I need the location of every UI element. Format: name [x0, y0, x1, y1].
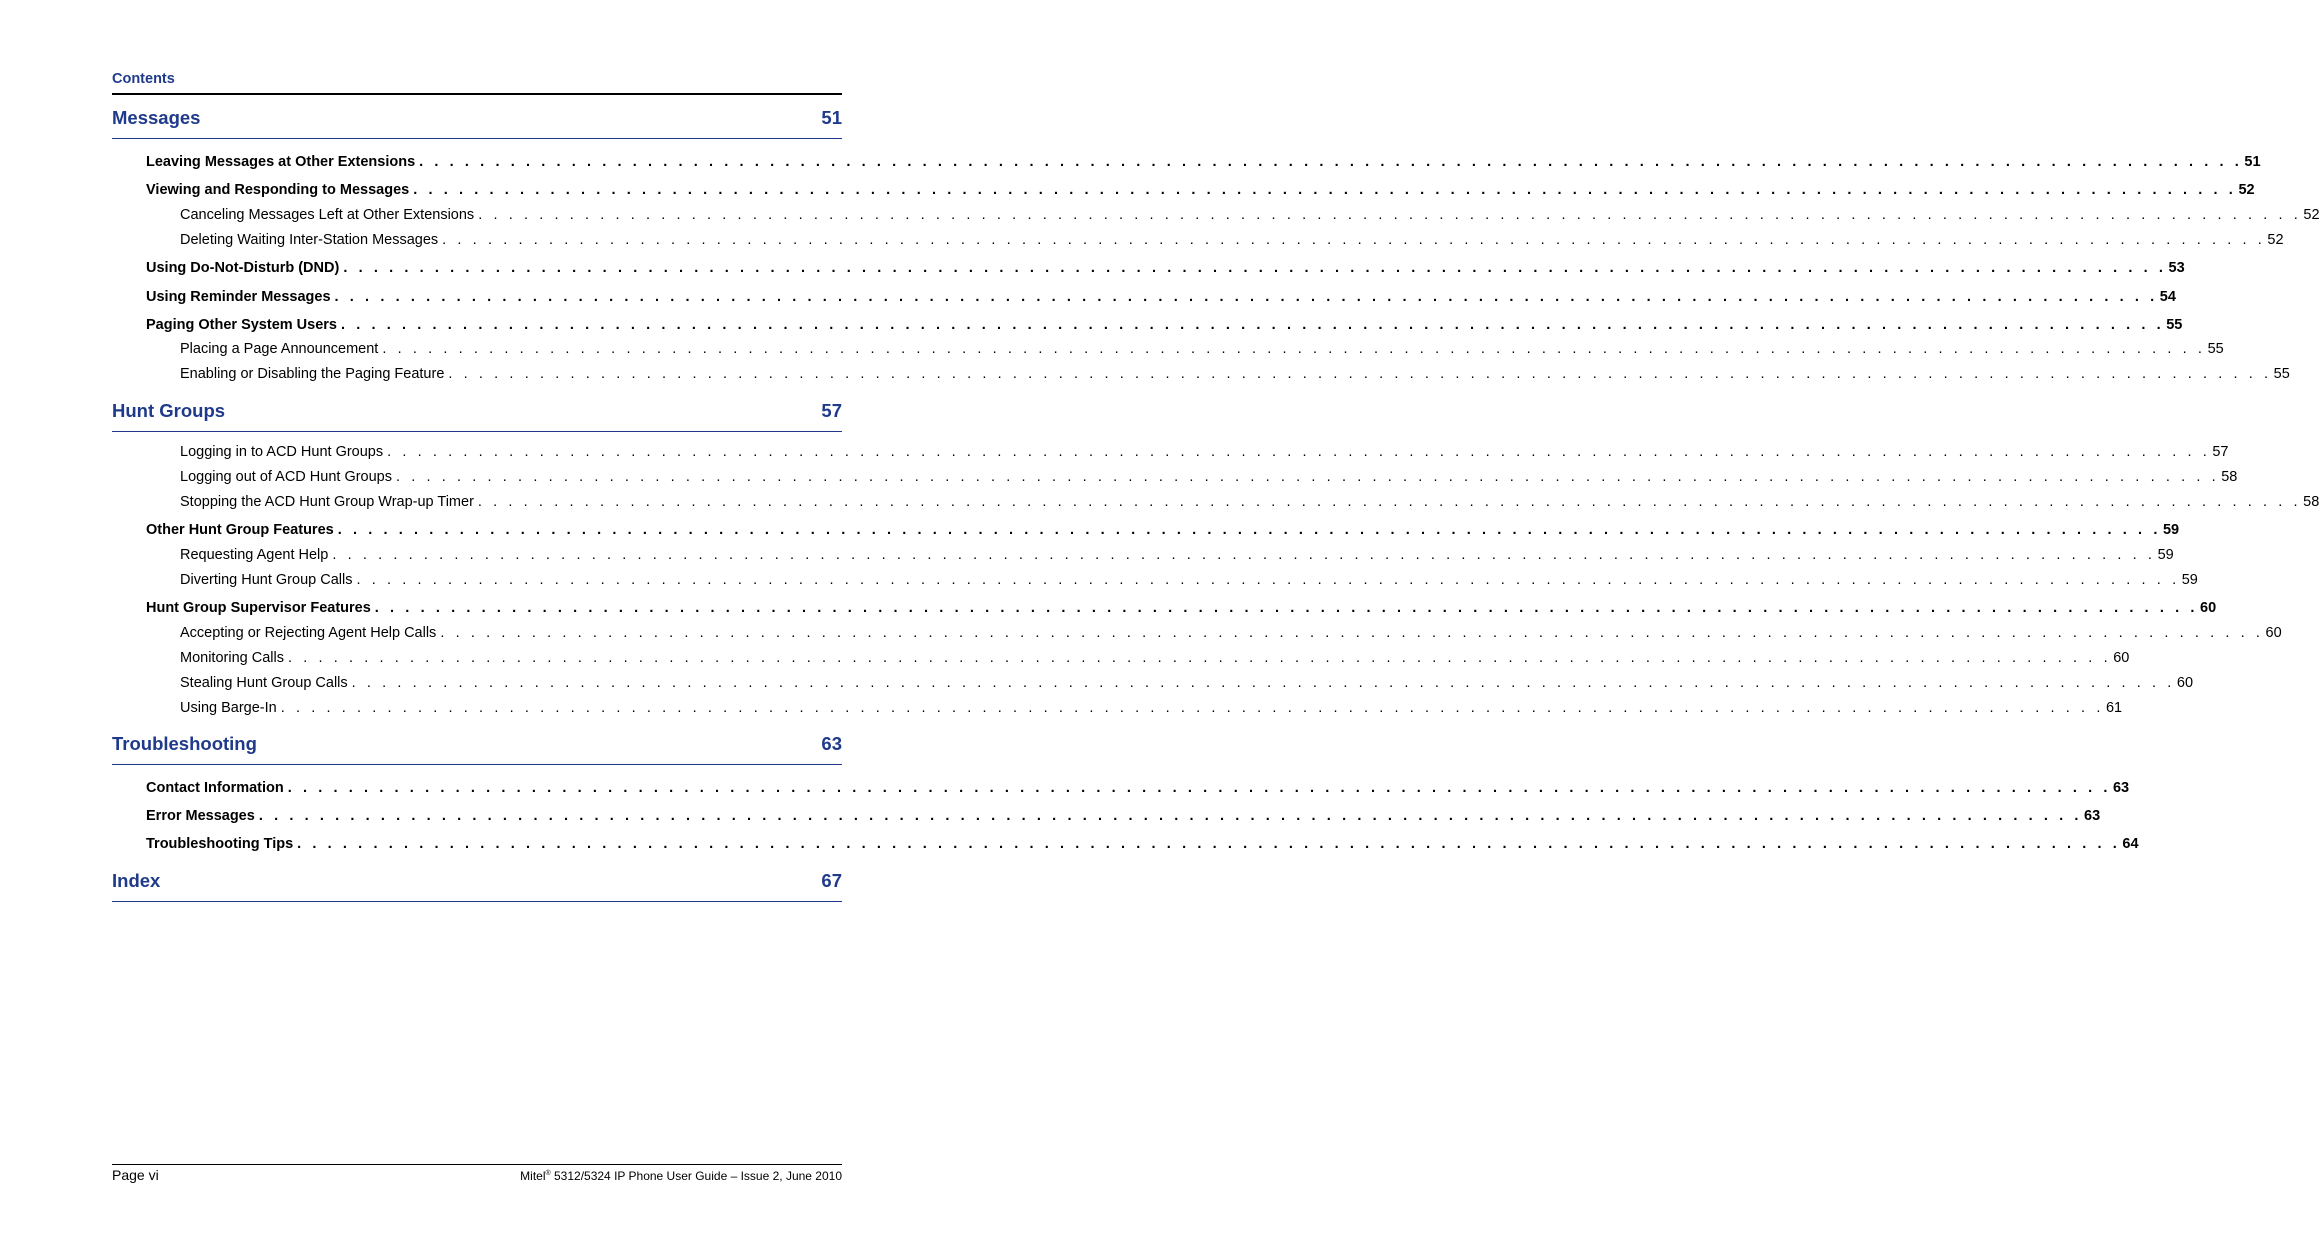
toc-entry-page: 52 — [2238, 182, 2255, 198]
dot-leader: . . . . . . . . . . . . . . . . . . . . . . . . . . . . . . . . . . . . . . . . . . . . . . . . . . . . . . . . . . . . . . . . . . . . . . . . . . . . . . . . . . . . . . . . . . . . . . . . . . . . . . . . . . . . . . . . . . . . . . . . — [448, 366, 2272, 382]
toc-entry[interactable] — [146, 152, 2261, 172]
toc-entry-page: 60 — [2200, 600, 2217, 616]
toc-entry-title: Placing a Page Announcement — [180, 341, 379, 357]
dot-leader: . . . . . . . . . . . . . . . . . . . . . . . . . . . . . . . . . . . . . . . . . . . . . . . . . . . . . . . . . . . . . . . . . . . . . . . . . . . . . . . . . . . . . . . . . . . . . . . . . . . . . . . . . . . . . . . . . . . . . . . . — [387, 444, 2211, 460]
toc-entry[interactable] — [146, 520, 2180, 540]
toc-entry-title: Using Do-Not-Disturb (DND) — [146, 260, 340, 276]
toc-entry[interactable] — [180, 364, 2290, 384]
toc-entry-page: 55 — [2207, 341, 2224, 357]
dot-leader: . . . . . . . . . . . . . . . . . . . . . . . . . . . . . . . . . . . . . . . . . . . . . . . . . . . . . . . . . . . . . . . . . . . . . . . . . . . . . . . . . . . . . . . . . . . . . . . . . . . . . . . . . . . . . . . . . . . . . . . . — [419, 154, 2243, 170]
section-title[interactable]: Hunt Groups — [112, 400, 226, 421]
toc-entry[interactable] — [146, 180, 2255, 200]
section-page-number[interactable]: 63 — [821, 733, 842, 754]
section-page-number[interactable]: 67 — [821, 870, 842, 891]
toc-entry[interactable] — [146, 778, 2130, 798]
toc-entry-page: 59 — [2162, 522, 2180, 538]
section-rule — [112, 764, 842, 765]
toc-entry-title: Leaving Messages at Other Extensions — [146, 154, 416, 170]
toc-entry-title: Deleting Waiting Inter-Station Messages — [180, 232, 439, 248]
toc-entry[interactable] — [180, 545, 2174, 565]
toc-entry-title: Error Messages — [146, 808, 255, 824]
toc-entry-page: 63 — [2112, 780, 2130, 796]
dot-leader: . . . . . . . . . . . . . . . . . . . . . . . . . . . . . . . . . . . . . . . . . . . . . . . . . . . . . . . . . . . . . . . . . . . . . . . . . . . . . . . . . . . . . . . . . . . . . . . . . . . . . . . . . . . . . . . . . . . . . . . . — [297, 836, 2121, 852]
dot-leader: . . . . . . . . . . . . . . . . . . . . . . . . . . . . . . . . . . . . . . . . . . . . . . . . . . . . . . . . . . . . . . . . . . . . . . . . . . . . . . . . . . . . . . . . . . . . . . . . . . . . . . . . . . . . . . . . . . . . . . . . — [413, 182, 2237, 198]
dot-leader: . . . . . . . . . . . . . . . . . . . . . . . . . . . . . . . . . . . . . . . . . . . . . . . . . . . . . . . . . . . . . . . . . . . . . . . . . . . . . . . . . . . . . . . . . . . . . . . . . . . . . . . . . . . . . . . . . . . . . . . . — [351, 675, 2175, 691]
toc-entry-page: 51 — [2244, 154, 2261, 170]
header-rule — [112, 93, 842, 95]
dot-leader: . . . . . . . . . . . . . . . . . . . . . . . . . . . . . . . . . . . . . . . . . . . . . . . . . . . . . . . . . . . . . . . . . . . . . . . . . . . . . . . . . . . . . . . . . . . . . . . . . . . . . . . . . . . . . . . . . . . . . . . . — [356, 572, 2180, 588]
toc-entry[interactable] — [146, 806, 2101, 826]
toc-entry[interactable] — [180, 648, 2130, 668]
dot-leader: . . . . . . . . . . . . . . . . . . . . . . . . . . . . . . . . . . . . . . . . . . . . . . . . . . . . . . . . . . . . . . . . . . . . . . . . . . . . . . . . . . . . . . . . . . . . . . . . . . . . . . . . . . . . . . . . . . . . . . . . — [382, 341, 2206, 357]
section-rule — [112, 431, 842, 432]
toc-entry[interactable] — [146, 834, 2139, 854]
toc-entry-title: Accepting or Rejecting Agent Help Calls — [180, 625, 437, 641]
toc-entry-title: Requesting Agent Help — [180, 547, 329, 563]
toc-entry-page: 60 — [2113, 650, 2130, 666]
section-rule — [112, 138, 842, 139]
dot-leader: . . . . . . . . . . . . . . . . . . . . . . . . . . . . . . . . . . . . . . . . . . . . . . . . . . . . . . . . . . . . . . . . . . . . . . . . . . . . . . . . . . . . . . . . . . . . . . . . . . . . . . . . . . . . . . . . . . . . . . . . — [258, 808, 2083, 824]
section-title[interactable]: Index — [112, 870, 161, 891]
dot-leader: . . . . . . . . . . . . . . . . . . . . . . . . . . . . . . . . . . . . . . . . . . . . . . . . . . . . . . . . . . . . . . . . . . . . . . . . . . . . . . . . . . . . . . . . . . . . . . . . . . . . . . . . . . . . . . . . . . . . . . . . — [478, 207, 2302, 223]
toc-entry-page: 60 — [2265, 625, 2282, 641]
toc-entry[interactable] — [180, 673, 2194, 693]
toc-entry-page: 60 — [2176, 675, 2194, 691]
toc-entry-title: Paging Other System Users — [146, 317, 337, 333]
toc-entry-page: 55 — [2166, 317, 2183, 333]
section-rule — [112, 901, 842, 902]
toc-entry[interactable] — [146, 315, 2183, 335]
toc-entry-title: Troubleshooting Tips — [146, 836, 294, 852]
registered-mark: ® — [545, 1170, 551, 1177]
toc-entry-title: Canceling Messages Left at Other Extensions — [180, 207, 475, 223]
running-header: Contents — [112, 71, 175, 87]
section-title[interactable]: Messages — [112, 107, 201, 128]
footer-rule — [112, 1164, 842, 1165]
dot-leader: . . . . . . . . . . . . . . . . . . . . . . . . . . . . . . . . . . . . . . . . . . . . . . . . . . . . . . . . . . . . . . . . . . . . . . . . . . . . . . . . . . . . . . . . . . . . . . . . . . . . . . . . . . . . . . . . . . . . . . . . — [287, 650, 2112, 666]
page-number: Page vi — [112, 1167, 159, 1183]
toc-entry-page: 54 — [2159, 289, 2176, 305]
toc-entry-title: Logging out of ACD Hunt Groups — [180, 469, 392, 485]
toc-entry-page: 53 — [2168, 260, 2185, 276]
toc-entry-title: Diverting Hunt Group Calls — [180, 572, 353, 588]
toc-entry-page: 59 — [2157, 547, 2174, 563]
toc-entry-page: 64 — [2122, 836, 2139, 852]
section-page-number[interactable]: 57 — [821, 400, 842, 421]
guide-title: 5312/5324 IP Phone User Guide – Issue 2, June 2010 — [550, 1169, 842, 1183]
toc-entry-page: 63 — [2084, 808, 2101, 824]
dot-leader: . . . . . . . . . . . . . . . . . . . . . . . . . . . . . . . . . . . . . . . . . . . . . . . . . . . . . . . . . . . . . . . . . . . . . . . . . . . . . . . . . . . . . . . . . . . . . . . . . . . . . . . . . . . . . . . . . . . . . . . . — [477, 494, 2302, 510]
toc-entry-title: Monitoring Calls — [180, 650, 284, 666]
section-page-number[interactable]: 51 — [821, 107, 842, 128]
toc-entry[interactable] — [180, 570, 2198, 590]
toc-entry-page: 55 — [2273, 366, 2290, 382]
toc-entry-title: Logging in to ACD Hunt Groups — [180, 444, 384, 460]
toc-entry-title: Other Hunt Group Features — [146, 522, 334, 538]
dot-leader: . . . . . . . . . . . . . . . . . . . . . . . . . . . . . . . . . . . . . . . . . . . . . . . . . . . . . . . . . . . . . . . . . . . . . . . . . . . . . . . . . . . . . . . . . . . . . . . . . . . . . . . . . . . . . . . . . . . . . . . . — [442, 232, 2266, 248]
toc-entry[interactable] — [180, 442, 2229, 462]
toc-entry-title: Using Barge-In — [180, 700, 277, 716]
document-title — [520, 1169, 842, 1183]
dot-leader: . . . . . . . . . . . . . . . . . . . . . . . . . . . . . . . . . . . . . . . . . . . . . . . . . . . . . . . . . . . . . . . . . . . . . . . . . . . . . . . . . . . . . . . . . . . . . . . . . . . . . . . . . . . . . . . . . . . . . . . . — [341, 317, 2165, 333]
toc-entry[interactable] — [146, 287, 2176, 307]
toc-entry[interactable] — [180, 698, 2123, 718]
toc-entry-title: Stopping the ACD Hunt Group Wrap-up Timer — [180, 494, 474, 510]
dot-leader: . . . . . . . . . . . . . . . . . . . . . . . . . . . . . . . . . . . . . . . . . . . . . . . . . . . . . . . . . . . . . . . . . . . . . . . . . . . . . . . . . . . . . . . . . . . . . . . . . . . . . . . . . . . . . . . . . . . . . . . . — [374, 600, 2199, 616]
toc-entry-page: 61 — [2105, 700, 2123, 716]
dot-leader: . . . . . . . . . . . . . . . . . . . . . . . . . . . . . . . . . . . . . . . . . . . . . . . . . . . . . . . . . . . . . . . . . . . . . . . . . . . . . . . . . . . . . . . . . . . . . . . . . . . . . . . . . . . . . . . . . . . . . . . . — [337, 522, 2161, 538]
dot-leader: . . . . . . . . . . . . . . . . . . . . . . . . . . . . . . . . . . . . . . . . . . . . . . . . . . . . . . . . . . . . . . . . . . . . . . . . . . . . . . . . . . . . . . . . . . . . . . . . . . . . . . . . . . . . . . . . . . . . . . . . — [287, 780, 2111, 796]
toc-entry-page: 58 — [2303, 494, 2320, 510]
toc-entry[interactable] — [146, 258, 2185, 278]
toc-entry[interactable] — [180, 623, 2282, 643]
dot-leader: . . . . . . . . . . . . . . . . . . . . . . . . . . . . . . . . . . . . . . . . . . . . . . . . . . . . . . . . . . . . . . . . . . . . . . . . . . . . . . . . . . . . . . . . . . . . . . . . . . . . . . . . . . . . . . . . . . . . . . . . — [332, 547, 2156, 563]
toc-entry-title: Stealing Hunt Group Calls — [180, 675, 348, 691]
toc-entry-title: Using Reminder Messages — [146, 289, 331, 305]
section-title[interactable]: Troubleshooting — [112, 733, 257, 754]
toc-entry-page: 52 — [2267, 232, 2284, 248]
dot-leader: . . . . . . . . . . . . . . . . . . . . . . . . . . . . . . . . . . . . . . . . . . . . . . . . . . . . . . . . . . . . . . . . . . . . . . . . . . . . . . . . . . . . . . . . . . . . . . . . . . . . . . . . . . . . . . . . . . . . . . . . — [343, 260, 2167, 276]
toc-entry[interactable] — [180, 492, 2320, 512]
toc-entry-title: Hunt Group Supervisor Features — [146, 600, 371, 616]
toc-entry[interactable] — [180, 467, 2238, 487]
toc-entry-title: Enabling or Disabling the Paging Feature — [180, 366, 445, 382]
dot-leader: . . . . . . . . . . . . . . . . . . . . . . . . . . . . . . . . . . . . . . . . . . . . . . . . . . . . . . . . . . . . . . . . . . . . . . . . . . . . . . . . . . . . . . . . . . . . . . . . . . . . . . . . . . . . . . . . . . . . . . . . — [440, 625, 2264, 641]
dot-leader: . . . . . . . . . . . . . . . . . . . . . . . . . . . . . . . . . . . . . . . . . . . . . . . . . . . . . . . . . . . . . . . . . . . . . . . . . . . . . . . . . . . . . . . . . . . . . . . . . . . . . . . . . . . . . . . . . . . . . . . . — [280, 700, 2104, 716]
toc-entry-page: 58 — [2221, 469, 2238, 485]
toc-entry[interactable] — [146, 598, 2217, 618]
toc-entry-page: 57 — [2212, 444, 2229, 460]
toc-entry[interactable] — [180, 339, 2224, 359]
toc-entry-title: Viewing and Responding to Messages — [146, 182, 410, 198]
toc-entry-title: Contact Information — [146, 780, 284, 796]
toc-entry[interactable] — [180, 230, 2284, 250]
toc-entry-page: 59 — [2181, 572, 2198, 588]
toc-entry[interactable] — [180, 205, 2320, 225]
toc-entry-page: 52 — [2303, 207, 2320, 223]
dot-leader: . . . . . . . . . . . . . . . . . . . . . . . . . . . . . . . . . . . . . . . . . . . . . . . . . . . . . . . . . . . . . . . . . . . . . . . . . . . . . . . . . . . . . . . . . . . . . . . . . . . . . . . . . . . . . . . . . . . . . . . . — [334, 289, 2158, 305]
dot-leader: . . . . . . . . . . . . . . . . . . . . . . . . . . . . . . . . . . . . . . . . . . . . . . . . . . . . . . . . . . . . . . . . . . . . . . . . . . . . . . . . . . . . . . . . . . . . . . . . . . . . . . . . . . . . . . . . . . . . . . . . — [396, 469, 2220, 485]
brand-name: Mitel — [520, 1169, 546, 1183]
